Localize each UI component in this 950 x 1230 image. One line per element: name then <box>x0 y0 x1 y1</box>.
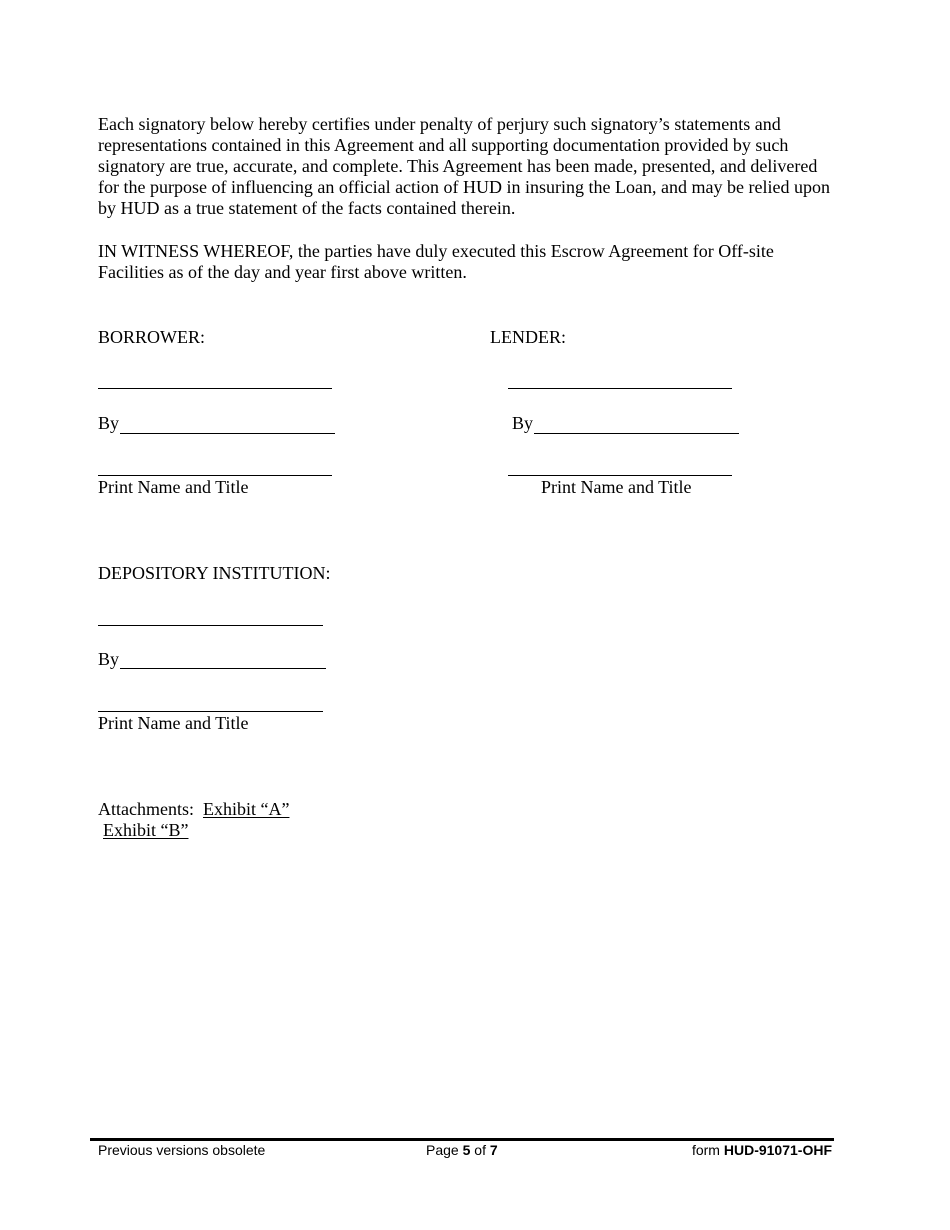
borrower-print-name-label: Print Name and Title <box>98 477 249 497</box>
form-number: HUD-91071-OHF <box>723 1142 832 1158</box>
page-of: of <box>474 1142 486 1158</box>
lender-print-name-line <box>508 475 732 476</box>
borrower-print-name-line <box>98 475 332 476</box>
borrower-entity-signature-line <box>98 388 332 389</box>
attachments-line <box>98 799 289 820</box>
footer-rule <box>90 1138 834 1141</box>
depository-print-name-label: Print Name and Title <box>98 713 249 733</box>
depository-print-name-line <box>98 711 323 712</box>
exhibit-a-link: Exhibit “A” <box>202 799 290 819</box>
witness-paragraph: IN WITNESS WHEREOF, the parties have duly executed this Escrow Agreement for Off-site Facilities as of the day and year first above written. <box>98 241 774 282</box>
depository-entity-signature-line <box>98 625 323 626</box>
certification-paragraph: Each signatory below hereby certifies under penalty of perjury such signatory’s statements and representations contained in this Agreement and all supporting documentation provided by such signatory are true, accurate, and complete. This Agreement has been made, presented, and delivered for the purpose of influencing an official action of HUD in insuring the Loan, and may be relied upon by HUD as a true statement of the facts contained therein. <box>98 114 830 218</box>
borrower-by-label: By <box>98 413 120 433</box>
lender-print-name-label: Print Name and Title <box>541 477 692 497</box>
page-total: 7 <box>489 1142 498 1158</box>
page-current: 5 <box>462 1142 471 1158</box>
page-prefix: Page <box>426 1142 459 1158</box>
lender-by-label: By <box>512 413 534 433</box>
footer-versions-note: Previous versions obsolete <box>98 1142 266 1158</box>
lender-by-signature-line <box>534 433 739 434</box>
depository-by-label: By <box>98 649 120 669</box>
footer-page-number <box>426 1142 498 1158</box>
borrower-by-signature-line <box>120 433 335 434</box>
lender-entity-signature-line <box>508 388 732 389</box>
lender-heading: LENDER: <box>490 327 566 347</box>
exhibit-b-link: Exhibit “B” <box>103 820 189 840</box>
depository-heading: DEPOSITORY INSTITUTION: <box>98 563 331 583</box>
borrower-heading: BORROWER: <box>98 327 206 347</box>
attachments-label: Attachments: <box>98 799 194 819</box>
exhibit-b-line <box>103 820 188 841</box>
depository-by-signature-line <box>120 668 326 669</box>
form-prefix: form <box>691 1142 720 1158</box>
footer-form-id <box>692 1142 832 1158</box>
